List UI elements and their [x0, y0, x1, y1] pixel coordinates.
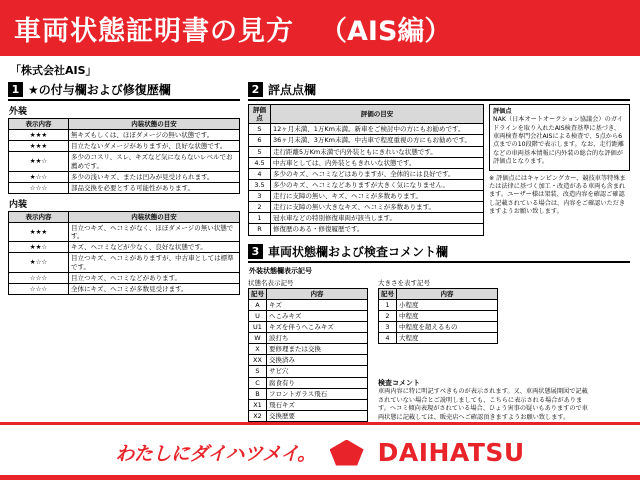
table-row	[249, 310, 368, 321]
table-row	[9, 171, 240, 182]
cell-symbol: X2	[249, 410, 267, 421]
table-row	[379, 321, 498, 332]
section-1-header	[8, 81, 240, 101]
cell-symbol: U1	[249, 321, 267, 332]
table-row	[249, 366, 368, 377]
table-header-row	[9, 211, 240, 222]
col-header-symbol: 記号	[379, 288, 397, 299]
cell-symbol: ★★★	[9, 223, 69, 242]
table-row	[249, 124, 484, 135]
footer-slogan: わたしにダイハツメイ。	[115, 443, 316, 465]
symbol-right-label: 大きさを表す記号	[378, 278, 430, 287]
cell-symbol: XX	[249, 355, 267, 366]
page-subtitle: （AIS編）	[320, 15, 452, 47]
table-row	[249, 355, 368, 366]
table-row	[249, 213, 484, 224]
section-3-title: 車両状態欄および検査コメント欄	[268, 244, 449, 259]
cell-content: 中程度	[397, 310, 498, 321]
table-row	[9, 253, 240, 272]
brand-name: DAIHATSU	[377, 438, 525, 467]
content-columns	[8, 81, 632, 423]
table-row	[9, 223, 240, 242]
cell-desc: 多少のコスリ、スレ、キズなど気にならないレベルでお薦めです。	[69, 152, 240, 171]
cell-desc: 12ヶ月未満、1万Km未満。新車をご検討中の方にもお勧めです。	[271, 124, 484, 135]
table-row	[249, 146, 484, 157]
section-3-header	[248, 243, 630, 263]
evaluation-table	[248, 104, 484, 236]
col-header-desc: 内装状態の目安	[69, 211, 240, 222]
cell-symbol: X1	[249, 399, 267, 410]
cell-content: サビ穴	[267, 366, 368, 377]
section-3-number: 3	[248, 244, 263, 259]
symbol-table-right	[378, 288, 498, 345]
cell-desc: 目立つキズ、ヘコミがありますが、中古車としては標準です。	[69, 253, 240, 272]
cell-symbol: ★☆☆	[9, 253, 69, 272]
cell-symbol: ★★☆	[9, 152, 69, 171]
table-row	[249, 202, 484, 213]
cell-content: 小程度	[397, 299, 498, 310]
cell-desc: 中古車としては、内外装ともきれいな状態です。	[271, 157, 484, 168]
evaluation-note-text: NAK（日本オートオークション協議会）のガイドラインを取り入れたAIS検査基準に基づき、車両検査専門会社AISによる検査で、5点から6点までの10段階で表示します。なお、走行距離などの車両基本情報に内外装の総合的な評価が評価点となります。	[493, 116, 625, 166]
cell-desc: 多少の浅いキズ、または凹みが見受けられます。	[69, 171, 240, 182]
section-1-number: 1	[8, 82, 23, 97]
table-row	[249, 410, 368, 421]
cell-content: 腐食有り	[267, 377, 368, 388]
table-row	[249, 333, 368, 344]
cell-symbol: ☆☆☆	[9, 182, 69, 193]
outside-label: 外装	[9, 107, 28, 117]
cell-symbol: ★★★	[9, 141, 69, 152]
table-row	[249, 377, 368, 388]
cell-symbol: 3	[379, 321, 397, 332]
cell-desc: 36ヶ月未満、3万Km未満。中古車で程度重視の方にもお勧めです。	[271, 135, 484, 146]
cell-symbol: 1	[379, 299, 397, 310]
col-header-content: 内容	[397, 288, 498, 299]
inside-condition-table	[8, 211, 240, 295]
table-header-row	[9, 119, 240, 130]
section-1-block	[8, 81, 240, 423]
cell-desc: 修復歴のある・修復履歴です。	[271, 224, 484, 235]
table-row	[9, 141, 240, 152]
cell-content: 交換済み	[267, 355, 368, 366]
cell-desc: 部品交換を必要とする可能性があります。	[69, 182, 240, 193]
company-name: 「株式会社AIS」	[10, 64, 97, 77]
cell-content: キズを伴うへこみキズ	[267, 321, 368, 332]
section-1-title: ★の付与欄および修復歴欄	[28, 83, 171, 97]
cell-score: 4.5	[249, 157, 271, 168]
table-row	[9, 242, 240, 253]
cell-symbol: S	[249, 366, 267, 377]
cell-symbol: ★★☆	[9, 242, 69, 253]
cell-score: 3.5	[249, 179, 271, 190]
table-row	[249, 135, 484, 146]
evaluation-note-box	[489, 104, 630, 171]
cell-symbol: A	[249, 299, 267, 310]
col-header-symbol: 表示内容	[9, 211, 69, 222]
cell-content: 中程度を超えるもの	[397, 321, 498, 332]
comment-note-block	[378, 378, 588, 423]
table-row	[9, 283, 240, 294]
table-row	[249, 299, 368, 310]
page-title: 車両状態証明書の見方	[14, 15, 294, 47]
cell-content: 交換歴要	[267, 410, 368, 421]
cell-desc: 全体にキズ、ヘコミが多数見受けます。	[69, 283, 240, 294]
cell-content: キズ	[267, 299, 368, 310]
evaluation-block	[248, 104, 630, 236]
table-header-row	[249, 288, 368, 299]
symbol-tables	[248, 278, 588, 423]
table-row	[249, 321, 368, 332]
cell-score: 1	[249, 213, 271, 224]
cell-content: 大程度	[397, 333, 498, 344]
cell-symbol: W	[249, 333, 267, 344]
comment-note-title: 検査コメント	[378, 379, 420, 388]
cell-score: 6	[249, 135, 271, 146]
cell-content: 要修理または交換	[267, 344, 368, 355]
table-header-row	[379, 288, 498, 299]
cell-score: R	[249, 224, 271, 235]
symbol-left-label: 状態名表示記号	[248, 278, 294, 287]
table-row	[9, 130, 240, 141]
cell-symbol: ★★★	[9, 130, 69, 141]
page-header	[0, 0, 640, 56]
table-row	[249, 179, 484, 190]
col-header-score: 評価点	[249, 105, 271, 124]
symbol-table-right-wrap	[378, 278, 588, 423]
right-column	[248, 81, 630, 423]
document-body	[0, 56, 640, 422]
cell-score: 2	[249, 202, 271, 213]
table-row	[249, 191, 484, 202]
col-header-desc: 内装状態の目安	[69, 119, 240, 130]
section-2-number: 2	[248, 82, 263, 97]
table-row	[249, 388, 368, 399]
cell-desc: 無キズもしくは、ほぼダメージの無い状態です。	[69, 130, 240, 141]
cell-score: 4	[249, 168, 271, 179]
cell-symbol: ★☆☆	[9, 171, 69, 182]
table-row	[9, 152, 240, 171]
cell-content: 波打ち	[267, 333, 368, 344]
cell-desc: 走行距離5万Km未満で内外装ともにきれいな状態です。	[271, 146, 484, 157]
cell-desc: 目立たないダメージがありますが、良好な状態です。	[69, 141, 240, 152]
col-header-content: 内容	[267, 288, 368, 299]
symbol-tables-wrap	[248, 278, 630, 423]
col-header-symbol: 記号	[249, 288, 267, 299]
evaluation-note-title: 評価点	[493, 108, 512, 115]
cell-desc: 冠水車などの特別修復車両が該当します。	[271, 213, 484, 224]
evaluation-side-notes	[489, 104, 630, 236]
cell-symbol: ☆☆☆	[9, 272, 69, 283]
cell-symbol: C	[249, 377, 267, 388]
cell-desc: 多少のキズ、ヘコミなどはありますが、全体的には良好です。	[271, 168, 484, 179]
page-footer	[0, 422, 640, 480]
table-row	[249, 399, 368, 410]
table-row	[9, 182, 240, 193]
table-row	[249, 168, 484, 179]
footer-red-bar	[0, 475, 640, 480]
cell-score: S	[249, 124, 271, 135]
cell-symbol: X	[249, 344, 267, 355]
table-header-row	[249, 105, 484, 124]
inside-label: 内装	[9, 199, 28, 210]
table-row	[249, 344, 368, 355]
evaluation-table-wrap	[248, 104, 484, 236]
table-row	[379, 310, 498, 321]
cell-symbol: 4	[379, 333, 397, 344]
section-2-header	[248, 81, 630, 101]
comment-note-text: 車両内容に特に明記すべきものが表示されます。又、車両状態展開図で記載されていない場合とご説明しましても、こちらに表示される場合があります。ヘコミ傾向表現がされている場合、ひょう害事の疑いもありますので車両状態に記載しては、販売店へご確認頂きますようお願い致します。	[378, 388, 588, 422]
section-2-title: 評点点欄	[268, 83, 317, 97]
col-header-desc: 評価の目安	[271, 105, 484, 124]
table-row	[379, 333, 498, 344]
cell-desc: 多少のキズ、ヘコミなどありますが大きく気になりません。	[271, 179, 484, 190]
cell-score: 3	[249, 191, 271, 202]
cell-desc: 目立つキズ、ヘコミなどがあります。	[69, 272, 240, 283]
cell-symbol: 2	[379, 310, 397, 321]
daihatsu-hexagon-icon	[330, 440, 364, 466]
cell-symbol: B	[249, 388, 267, 399]
cell-desc: 目立つキズ、ヘコミがなく、ほぼダメージの無い状態です。	[69, 223, 240, 242]
cell-content: へこみキズ	[267, 310, 368, 321]
symbol-table-left-wrap	[248, 278, 368, 423]
table-row	[249, 224, 484, 235]
cell-desc: キズ、ヘコミなどが少なく、良好な状態です。	[69, 242, 240, 253]
col-header-symbol: 表示内容	[9, 119, 69, 130]
cell-score: 5	[249, 146, 271, 157]
symbol-table-left	[248, 288, 368, 423]
cell-content: 飛石キズ	[267, 399, 368, 410]
table-row	[9, 272, 240, 283]
cell-symbol: ☆☆☆	[9, 283, 69, 294]
cell-content: フロントガラス飛石	[267, 388, 368, 399]
outside-condition-table	[8, 118, 240, 194]
cell-desc: 走行に支障の無い、キズ、ヘコミが多数あります。	[271, 191, 484, 202]
cell-symbol: U	[249, 310, 267, 321]
cell-desc: 走行に支障の無い大きなキズ、ヘコミが多数あります。	[271, 202, 484, 213]
table-row	[379, 299, 498, 310]
table-row	[249, 157, 484, 168]
evaluation-extra-note: ※ 評価点にはキャンピングカー、競技車等特殊または法律に基づく加工・改造がある車両も含まれます。ユーザー様は架装、改造内容を確認ご確認し記載されている場合は、内容をご確認いただきますようお願い致します。	[489, 174, 626, 215]
section-3-subhead: 外装状態欄表示記号	[249, 266, 312, 275]
